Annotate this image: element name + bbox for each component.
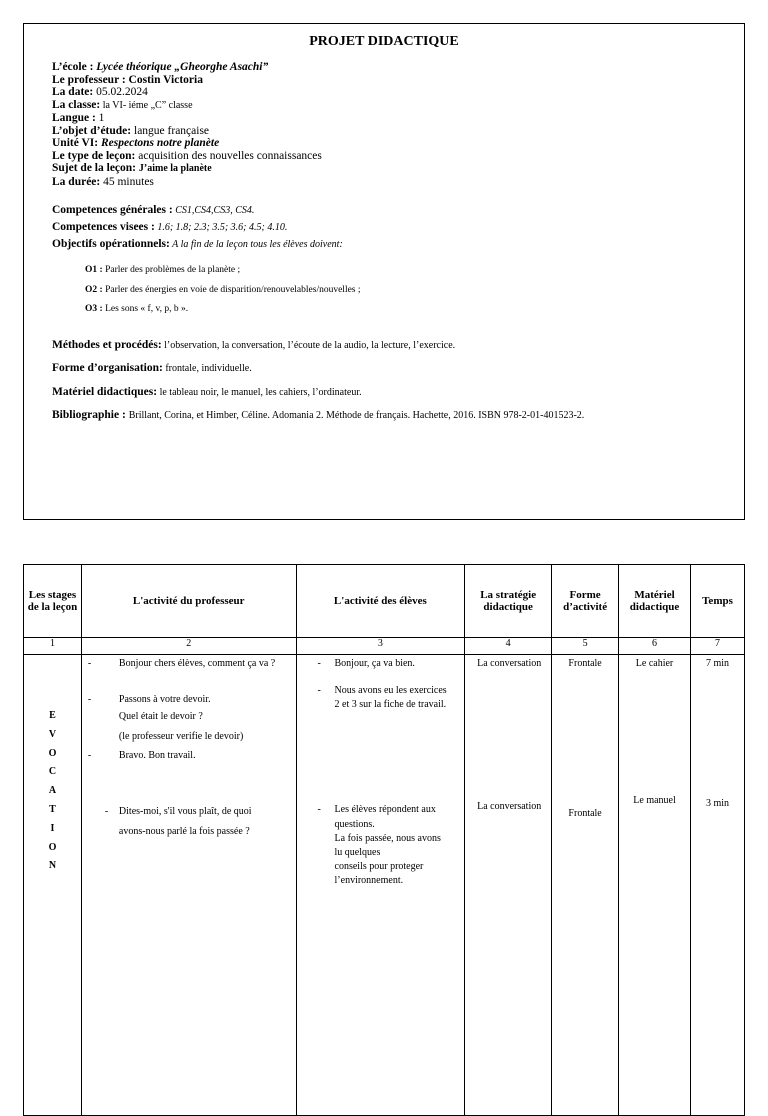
activity-form-cell: Frontale Frontale <box>552 655 619 1116</box>
teacher-line: avons-nous parlé la fois passée ? <box>118 826 250 837</box>
objective-item: O1 : Parler des problèmes de la planète ; <box>85 265 241 275</box>
methods-section <box>52 334 732 428</box>
methods-line: Méthodes et procédés: l’observation, la conversation, l’écoute de la audio, la lecture, l’exercice. <box>52 338 456 351</box>
column-number: 5 <box>552 638 619 655</box>
student-line: lu quelques <box>334 847 381 858</box>
student-line: 2 et 3 sur la fiche de travail. <box>334 699 447 710</box>
lesson-details <box>52 61 732 428</box>
student-line: Bonjour, ça va bien. <box>334 658 415 669</box>
general-competences-line: Competences générales : CS1,CS4,CS3, CS4. <box>52 204 255 216</box>
column-number: 7 <box>691 638 745 655</box>
bibliography-line: Bibliographie : Brillant, Corina, et Himber, Céline. Adomania 2. Méthode de français. Hachette, 2016. ISBN 978-2-01-401523-2. <box>52 409 585 421</box>
student-line: questions. <box>334 819 375 830</box>
evocation-row <box>24 655 745 1116</box>
header-activity-form: Forme d’activité <box>552 565 619 638</box>
column-number: 1 <box>24 638 82 655</box>
lesson-type-line: Le type de leçon: acquisition des nouvelles connaissances <box>52 149 322 162</box>
student-line: Les élèves répondent aux <box>334 804 436 815</box>
header-stages: Les stages de la leçon <box>24 565 82 638</box>
column-number: 6 <box>619 638 691 655</box>
column-number: 2 <box>81 638 296 655</box>
column-number: 4 <box>465 638 552 655</box>
student-line: La fois passée, nous avons <box>334 833 441 844</box>
date-line: La date: 05.02.2024 <box>52 86 148 98</box>
teacher-line: (le professeur verifie le devoir) <box>118 731 244 742</box>
objective-item: O2 : Parler des énergies en voie de disparition/renouvelables/nouvelles ; <box>85 284 361 295</box>
teacher-activity-cell: - Bonjour chers élèves, comment ça va ? - Passons à votre devoir. Quel était le devoir ? (le professeur verifie le devoir) - Bravo. Bon travail. - Dites-moi, s'il vous plaît, de quoi avons-nous parlé la fois passée ? <box>81 655 296 1116</box>
lesson-plan-table <box>23 564 745 1116</box>
objective-item: O3 : Les sons « f, v, p, b ». <box>85 304 189 314</box>
stage-cell <box>24 655 82 1116</box>
student-line: l’environnement. <box>334 875 404 886</box>
student-line: Nous avons eu les exercices <box>334 685 447 696</box>
teacher-line: Quel était le devoir ? <box>118 711 203 722</box>
targeted-competences-line: Competences visees : 1.6; 1.8; 2.3; 3.5; 3.6; 4.5; 4.10. <box>52 221 288 233</box>
column-number-row <box>24 638 745 655</box>
strategy-cell: La conversation La conversation <box>465 655 552 1116</box>
header-time: Temps <box>691 565 745 638</box>
class-line: La classe: la VI- iéme „C” classe <box>52 98 193 111</box>
teacher-line: Passons à votre devoir. <box>118 694 211 705</box>
teacher-line: Le professeur : Costin Victoria <box>52 73 203 86</box>
document-title: PROJET DIDACTIQUE <box>309 34 459 49</box>
language-line: Langue : 1 <box>52 112 105 124</box>
material-cell: Le cahier Le manuel <box>619 655 691 1116</box>
operational-objectives-line: Objectifs opérationnels: A la fin de la leçon tous les élèves doivent: <box>52 238 343 250</box>
student-line: conseils pour proteger <box>334 861 424 872</box>
header-strategy: La stratégie didactique <box>465 565 552 638</box>
header-student-activity: L'activité des élèves <box>296 565 465 638</box>
student-activity-cell: - Bonjour, ça va bien. - Nous avons eu les exercices 2 et 3 sur la fiche de travail. - Les élèves répondent aux questions. La fois passée, nous avons lu quelques conseils pour proteger l’environnement. <box>296 655 465 1116</box>
objectives-list <box>52 261 732 320</box>
duration-line: La durée: 45 minutes <box>52 175 154 188</box>
lesson-info-card <box>23 23 745 520</box>
time-cell: 7 min 3 min <box>691 655 745 1116</box>
table-header-row <box>24 565 745 638</box>
column-number: 3 <box>296 638 465 655</box>
teacher-line: Bravo. Bon travail. <box>118 750 196 761</box>
header-teacher-activity: L'activité du professeur <box>81 565 296 638</box>
lesson-subject-line: Sujet de la leçon: J’aime la planète <box>52 162 212 174</box>
header-material: Matériel didactique <box>619 565 691 638</box>
stage-name-vertical: E V O C A T I O N <box>48 710 57 872</box>
teacher-line: Dites-moi, s'il vous plaît, de quoi <box>118 806 252 817</box>
teacher-line: Bonjour chers élèves, comment ça va ? <box>118 658 276 669</box>
unit-line: Unité VI: Respectons notre planète <box>52 137 220 149</box>
materials-line: Matériel didactiques: le tableau noir, le manuel, les cahiers, l’ordinateur. <box>52 385 362 398</box>
study-object-line: L’objet d’étude: langue française <box>52 124 210 137</box>
organization-line: Forme d’organisation: frontale, individuelle. <box>52 362 252 374</box>
school-line: L’école : Lycée théorique „Gheorghe Asachi” <box>52 61 269 73</box>
